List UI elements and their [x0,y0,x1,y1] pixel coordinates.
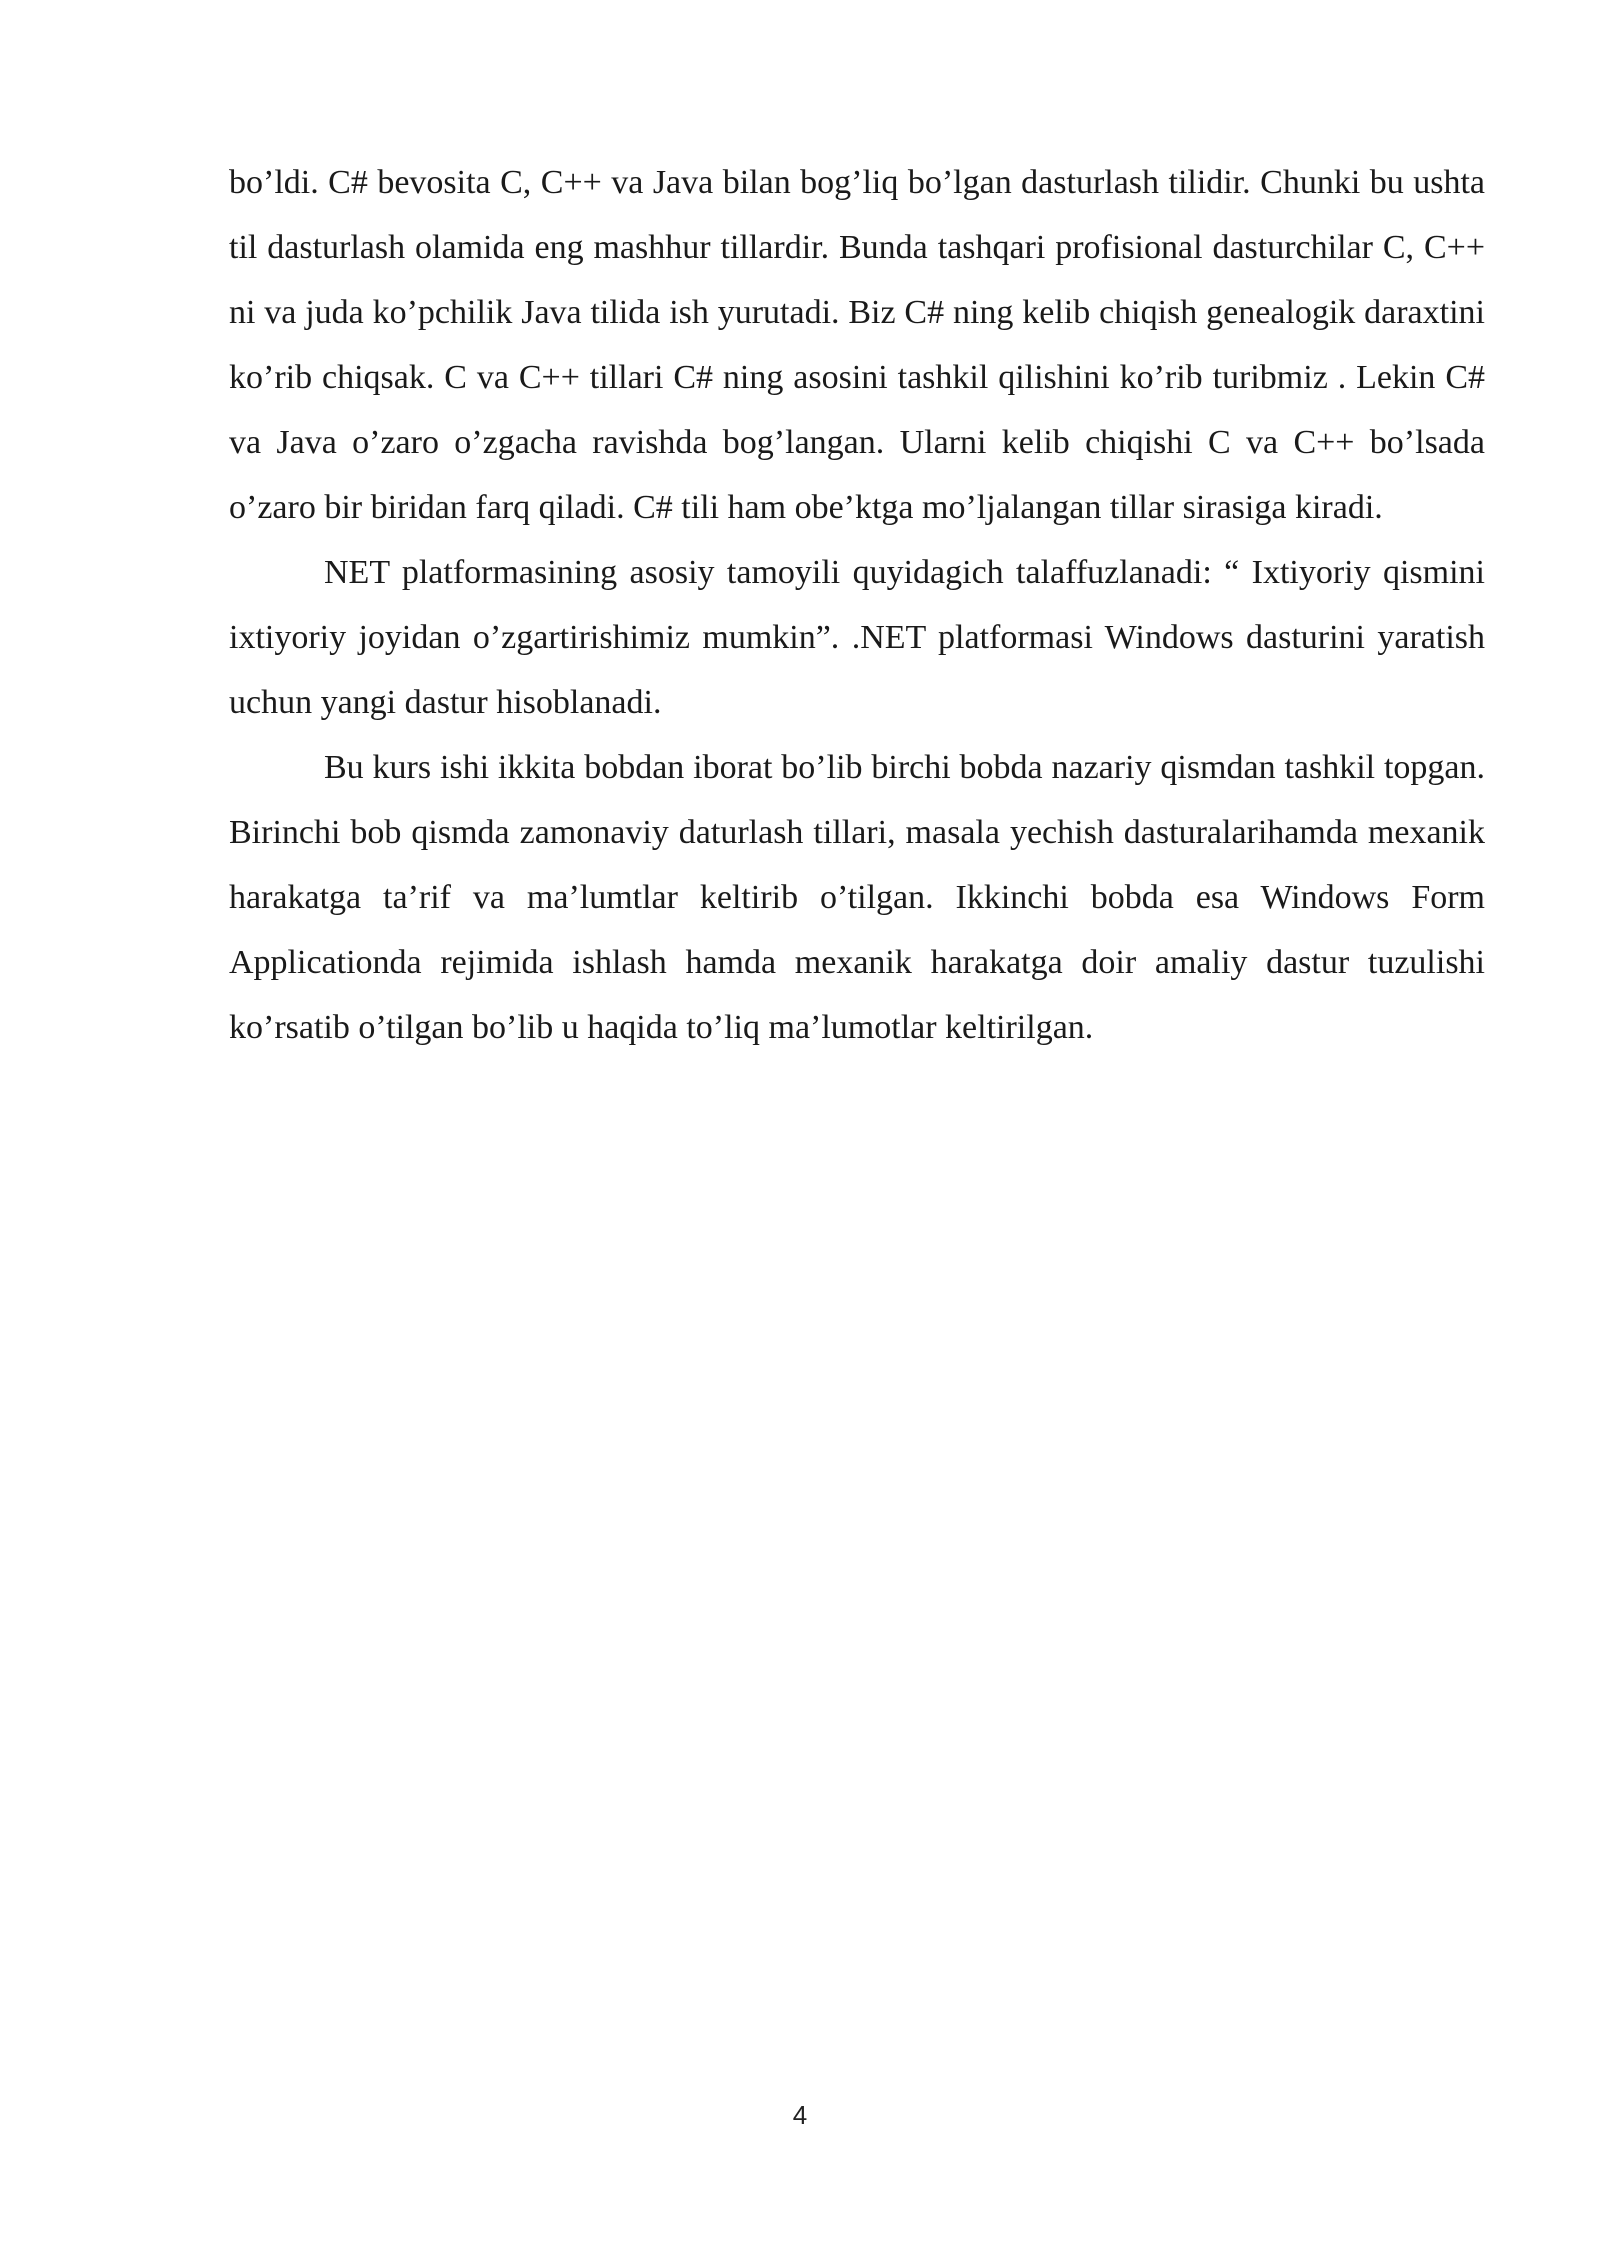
paragraph-2: NET platformasining asosiy tamoyili quyidagich talaffuzlanadi: “ Ixtiyoriy qismini ixtiyoriy joyidan o’zgartirishimiz mumkin”. .NET platformasi Windows dasturini yaratish uchun yangi dastur hisoblanadi. [229,554,1485,721]
body-text [229,150,1485,1060]
page-number: 4 [792,2100,808,2130]
paragraph-3: Bu kurs ishi ikkita bobdan iborat bo’lib birchi bobda nazariy qismdan tashkil topgan. Birinchi bob qismda zamonaviy daturlash tillari, masala yechish dasturalarihamda mexanik harakatga ta’rif va ma’lumtlar keltirib o’tilgan. Ikkinchi bobda esa Windows Form Applicationda rejimida ishlash hamda mexanik harakatga doir amaliy dastur tuzulishi ko’rsatib o’tilgan bo’lib u haqida to’liq ma’lumotlar keltirilgan. [229,749,1485,1046]
paragraph-1: bo’ldi. C# bevosita C, C++ va Java bilan bog’liq bo’lgan dasturlash tilidir. Chunki bu ushta til dasturlash olamida eng mashhur tillardir. Bunda tashqari profisional dasturchilar C, C++ ni va juda ko’pchilik Java tilida ish yurutadi. Biz C# ning kelib chiqish genealogik daraxtini ko’rib chiqsak. C va C++ tillari C# ning asosini tashkil qilishini ko’rib turibmiz . Lekin C# va Java o’zaro o’zgacha ravishda bog’langan. Ularni kelib chiqishi C va C++ bo’lsada o’zaro bir biridan farq qiladi. C# tili ham obe’ktga mo’ljalangan tillar sirasiga kiradi. [229,164,1485,526]
